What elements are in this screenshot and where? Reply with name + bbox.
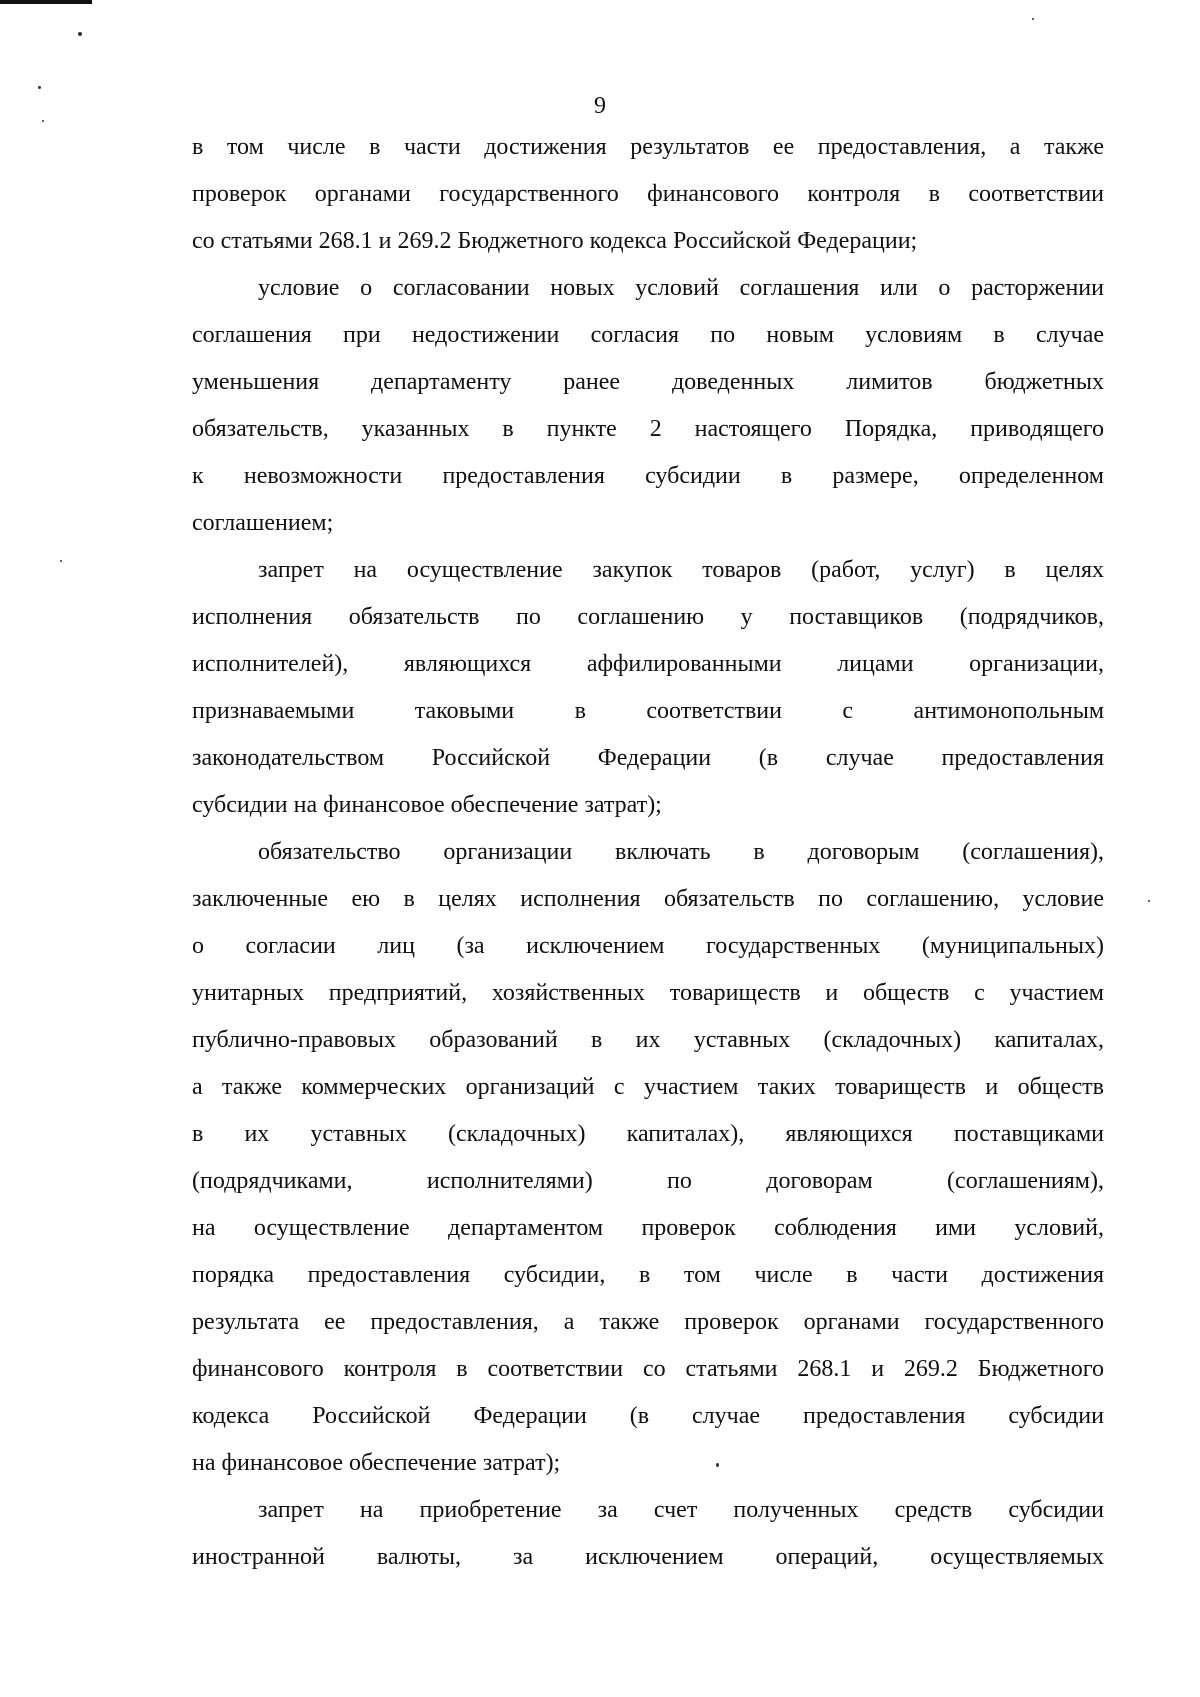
text-line: иностранной валюты, за исключением операций, осуществляемых bbox=[192, 1544, 1104, 1570]
text-line: исполнителей), являющихся аффилированными лицами организации, bbox=[192, 651, 1104, 677]
text-line: проверок органами государственного финансового контроля в соответствии bbox=[192, 181, 1104, 207]
scan-speck bbox=[78, 32, 82, 36]
text-line: кодекса Российской Федерации (в случае предоставления субсидии bbox=[192, 1403, 1104, 1429]
scan-speck bbox=[60, 560, 62, 562]
text-line: публично-правовых образований в их уставных (складочных) капиталах, bbox=[192, 1027, 1104, 1053]
page-number: 9 bbox=[594, 93, 606, 119]
text-line: порядка предоставления субсидии, в том числе в части достижения bbox=[192, 1262, 1104, 1288]
text-line: признаваемыми таковыми в соответствии с антимонопольным bbox=[192, 698, 1104, 724]
paragraph-first-line: запрет на приобретение за счет полученных средств субсидии bbox=[258, 1497, 1104, 1523]
scan-speck bbox=[1032, 18, 1034, 20]
paragraph-first-line: условие о согласовании новых условий соглашения или о расторжении bbox=[258, 275, 1104, 301]
paragraph-first-line: запрет на осуществление закупок товаров (работ, услуг) в целях bbox=[258, 557, 1104, 583]
scan-speck bbox=[38, 86, 41, 89]
text-line: соглашения при недостижении согласия по новым условиям в случае bbox=[192, 322, 1104, 348]
text-line: в том числе в части достижения результатов ее предоставления, а также bbox=[192, 134, 1104, 160]
text-line: заключенные ею в целях исполнения обязательств по соглашению, условие bbox=[192, 886, 1104, 912]
scan-speck bbox=[1148, 900, 1150, 902]
text-line: а также коммерческих организаций с участием таких товариществ и обществ bbox=[192, 1074, 1104, 1100]
text-line: финансового контроля в соответствии со статьями 268.1 и 269.2 Бюджетного bbox=[192, 1356, 1104, 1382]
text-line: субсидии на финансовое обеспечение затрат); bbox=[192, 792, 662, 818]
scan-corner-mark bbox=[0, 0, 92, 4]
text-line: результата ее предоставления, а также проверок органами государственного bbox=[192, 1309, 1104, 1335]
text-line: унитарных предприятий, хозяйственных товариществ и обществ с участием bbox=[192, 980, 1104, 1006]
scan-speck bbox=[716, 1463, 719, 1467]
text-line: на осуществление департаментом проверок соблюдения ими условий, bbox=[192, 1215, 1104, 1241]
text-line: в их уставных (складочных) капиталах), являющихся поставщиками bbox=[192, 1121, 1104, 1147]
text-line: со статьями 268.1 и 269.2 Бюджетного кодекса Российской Федерации; bbox=[192, 228, 918, 254]
scan-speck bbox=[42, 120, 44, 122]
text-line: к невозможности предоставления субсидии в размере, определенном bbox=[192, 463, 1104, 489]
text-line: (подрядчиками, исполнителями) по договорам (соглашениям), bbox=[192, 1168, 1104, 1194]
text-line: о согласии лиц (за исключением государственных (муниципальных) bbox=[192, 933, 1104, 959]
text-line: соглашением; bbox=[192, 510, 334, 536]
text-line: исполнения обязательств по соглашению у поставщиков (подрядчиков, bbox=[192, 604, 1104, 630]
paragraph-first-line: обязательство организации включать в договорым (соглашения), bbox=[258, 839, 1104, 865]
text-line: обязательств, указанных в пункте 2 настоящего Порядка, приводящего bbox=[192, 416, 1104, 442]
text-line: на финансовое обеспечение затрат); bbox=[192, 1450, 561, 1476]
text-line: законодательством Российской Федерации (в случае предоставления bbox=[192, 745, 1104, 771]
text-line: уменьшения департаменту ранее доведенных лимитов бюджетных bbox=[192, 369, 1104, 395]
